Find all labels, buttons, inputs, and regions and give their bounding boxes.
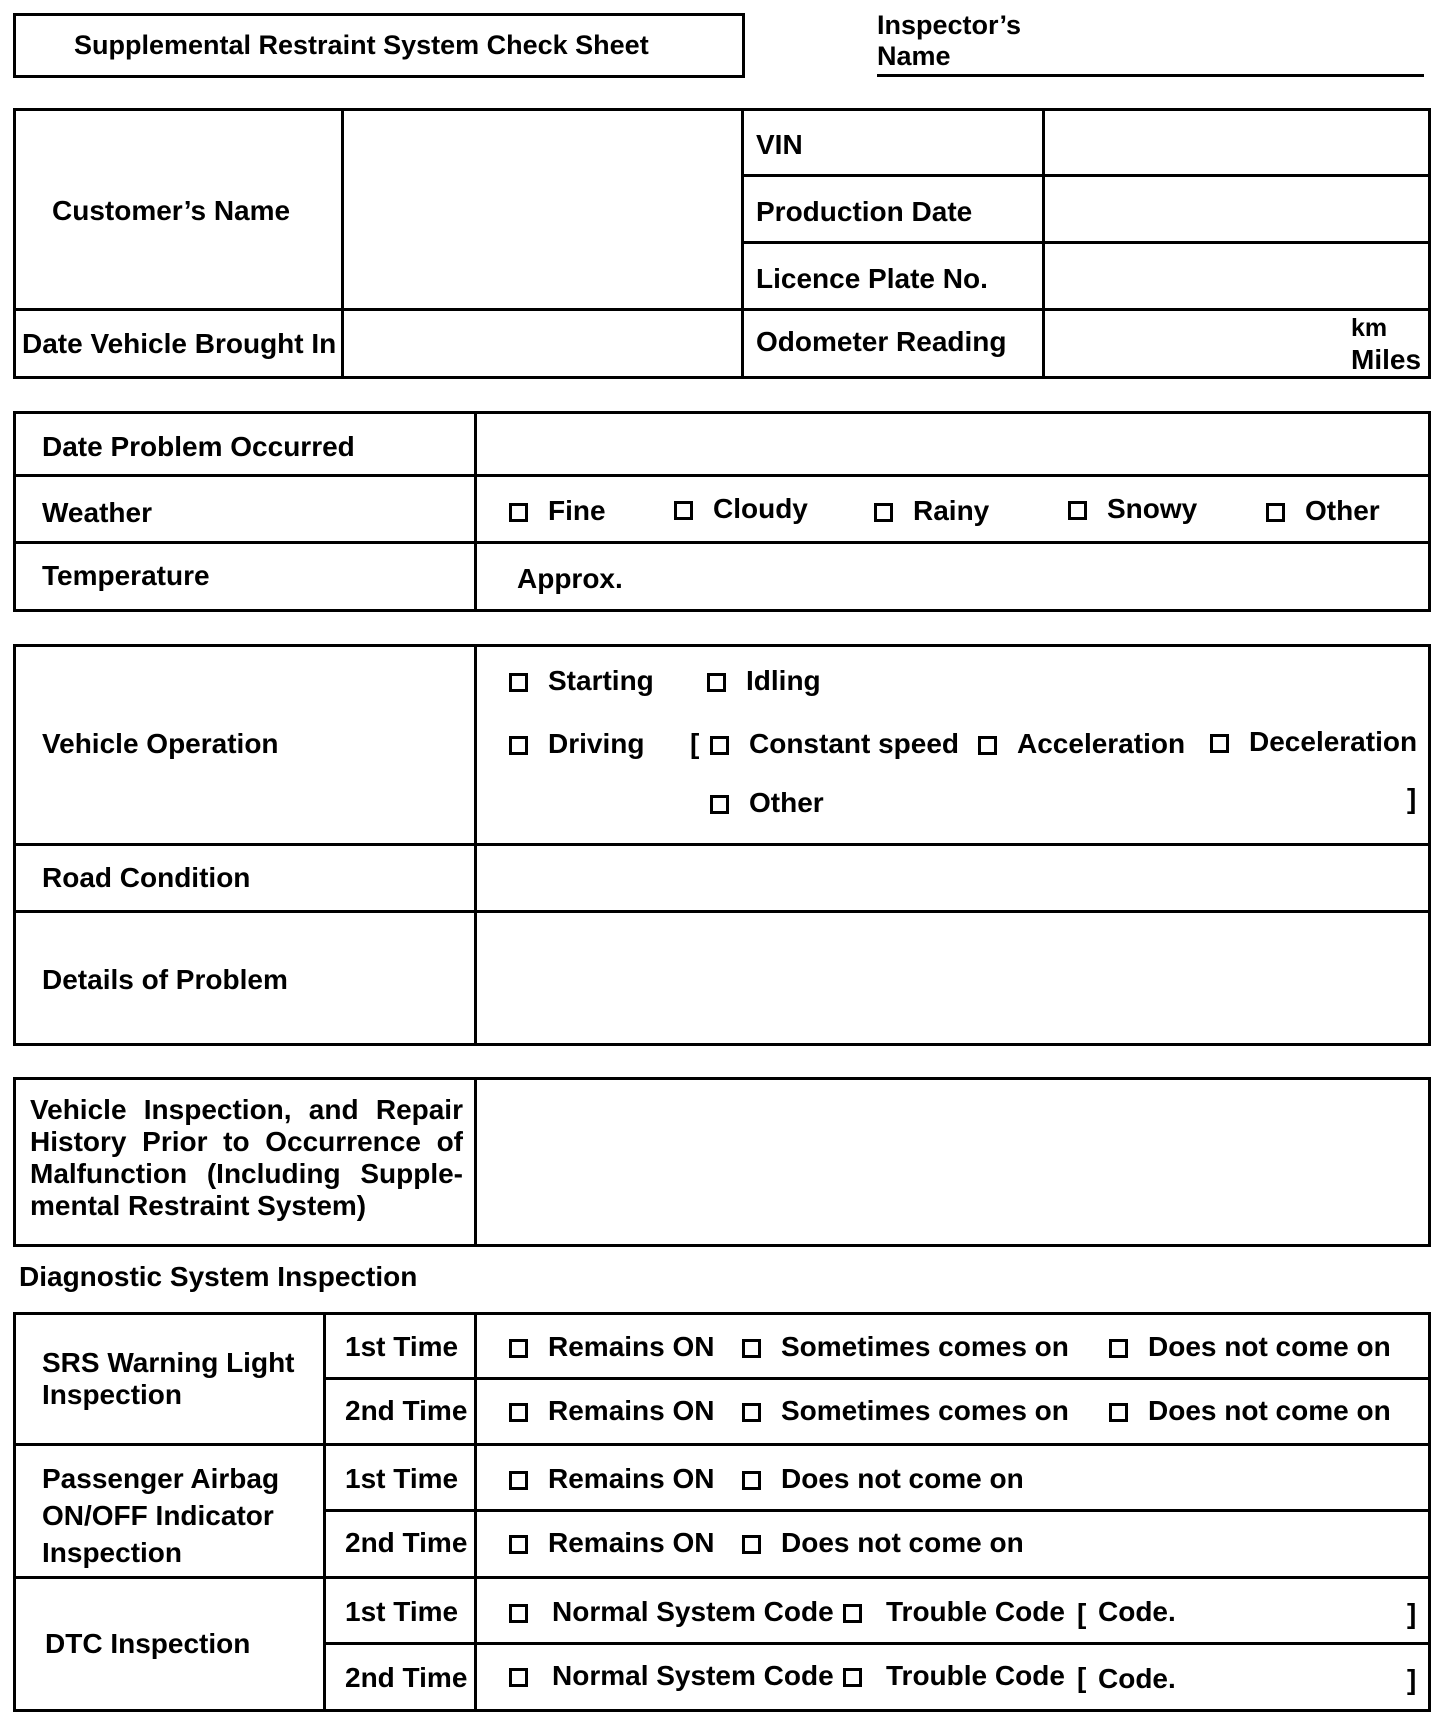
diagnostic-title: Diagnostic System Inspection [19,1261,418,1292]
option-label: Normal System Code [552,1660,834,1691]
srs-2-sometimes[interactable] [742,1397,1069,1425]
inspector-label-line1: Inspector’s [877,10,1022,40]
checkbox[interactable] [874,503,893,522]
option-label: Remains ON [548,1527,715,1558]
option-label: Trouble Code [886,1596,1065,1627]
vehicle-operation-label: Vehicle Operation [42,728,279,759]
temperature-field[interactable] [640,544,1428,609]
dtc-second-time-label: 2nd Time [345,1662,468,1693]
dtc-2-code-field[interactable] [1180,1657,1400,1697]
airbag-second-time-label: 2nd Time [345,1527,468,1558]
date-brought-in-field[interactable] [344,311,741,376]
licence-plate-label: Licence Plate No. [756,263,988,294]
dtc-1-normal-code[interactable] [509,1598,834,1626]
checkbox[interactable] [710,795,729,814]
srs-first-time-label: 1st Time [345,1331,459,1362]
airbag-1-does-not[interactable] [742,1465,1024,1493]
option-label: Rainy [913,495,990,526]
weather-label: Weather [42,497,152,528]
airbag-indicator-label: Passenger Airbag ON/OFF Indicator Inspection [42,1463,280,1568]
srs-second-time-label: 2nd Time [345,1395,468,1426]
temperature-value: Approx. [517,563,623,594]
dtc-1-code-field[interactable] [1180,1592,1400,1632]
weather-option-other[interactable] [1266,497,1380,525]
airbag-first-time-label: 1st Time [345,1463,459,1494]
checkbox[interactable] [509,1403,528,1422]
checkbox[interactable] [509,673,528,692]
dtc-first-time-label: 1st Time [345,1596,459,1627]
operation-option-other[interactable] [710,789,824,817]
road-condition-field[interactable] [477,846,1428,910]
option-label: Other [749,787,824,818]
option-label: Normal System Code [552,1596,834,1627]
operation-option-idling[interactable] [707,667,821,695]
date-problem-field[interactable] [477,414,1428,474]
temperature-label: Temperature [42,560,210,591]
option-label: Does not come on [781,1527,1024,1558]
option-label: Does not come on [1148,1331,1391,1362]
srs-warning-label: SRS Warning Light Inspection [42,1347,295,1410]
unit-miles: Miles [1351,344,1422,375]
option-label: Idling [746,665,821,696]
weather-option-rainy[interactable] [874,497,989,525]
history-label: Vehicle Inspection, and Repair History Prior to Occurrence of Malfunction (Including Supple-mental Restraint System) [30,1094,463,1221]
airbag-1-remains-on[interactable] [509,1465,715,1493]
weather-option-fine[interactable] [509,497,606,525]
production-date-field[interactable] [1045,177,1428,241]
checkbox[interactable] [710,736,729,755]
option-label: Remains ON [548,1331,715,1362]
details-problem-field[interactable] [477,913,1428,1043]
details-problem-label: Details of Problem [42,964,288,995]
production-date-label: Production Date [756,196,973,227]
vin-field[interactable] [1045,111,1428,174]
checkbox[interactable] [707,673,726,692]
road-condition-label: Road Condition [42,862,251,893]
option-label: Remains ON [548,1395,715,1426]
licence-plate-field[interactable] [1045,244,1428,308]
checkbox[interactable] [1266,503,1285,522]
history-field[interactable] [477,1080,1428,1244]
driving-bracket-open: [ [690,728,700,759]
operation-option-acceleration[interactable] [978,730,1185,758]
unit-km: km [1351,314,1388,342]
date-problem-label: Date Problem Occurred [42,431,355,462]
inspector-label-line2: Name [877,41,951,71]
dtc-2-normal-code[interactable] [509,1662,834,1690]
operation-option-starting[interactable] [509,667,654,695]
operation-option-deceleration[interactable] [1210,728,1417,756]
option-label: Fine [548,495,606,526]
checkbox[interactable] [509,1339,528,1358]
dtc-2-code-label: Code. [1098,1663,1176,1694]
vin-label: VIN [756,129,803,160]
dtc-1-trouble-code[interactable] [843,1598,1065,1626]
odometer-field[interactable] [1045,311,1345,376]
srs-2-remains-on[interactable] [509,1397,715,1425]
srs-1-sometimes[interactable] [742,1333,1069,1361]
weather-option-snowy[interactable] [1068,495,1197,523]
dtc-2-trouble-code[interactable] [843,1662,1065,1690]
srs-1-remains-on[interactable] [509,1333,715,1361]
checkbox[interactable] [742,1403,761,1422]
operation-option-constant-speed[interactable] [710,730,959,758]
option-label: Other [1305,495,1380,526]
checkbox[interactable] [742,1471,761,1490]
checkbox[interactable] [978,736,997,755]
option-label: Cloudy [713,493,808,524]
customer-name-field[interactable] [344,111,741,308]
dtc-1-bracket-close: ] [1407,1598,1417,1629]
weather-option-cloudy[interactable] [674,495,808,523]
inspector-name-field[interactable] [877,74,1424,77]
option-label: Does not come on [1148,1395,1391,1426]
checkbox[interactable] [843,1668,862,1687]
dtc-1-code-label: Code. [1098,1596,1176,1627]
checkbox[interactable] [1210,734,1229,753]
odometer-label: Odometer Reading [756,326,1007,357]
srs-1-does-not[interactable] [1109,1333,1391,1361]
checkbox[interactable] [1109,1339,1128,1358]
option-label: Remains ON [548,1463,715,1494]
dtc-1-bracket-open: [ [1077,1598,1087,1629]
checkbox[interactable] [742,1339,761,1358]
driving-bracket-close: ] [1407,783,1417,814]
airbag-2-does-not[interactable] [742,1529,1024,1557]
option-label: Driving [548,728,645,759]
checkbox[interactable] [509,736,528,755]
option-label: Acceleration [1017,728,1186,759]
option-label: Does not come on [781,1463,1024,1494]
checkbox[interactable] [509,1668,528,1687]
operation-option-driving[interactable] [509,730,644,758]
option-label: Trouble Code [886,1660,1065,1691]
option-label: Starting [548,665,654,696]
checkbox[interactable] [509,1535,528,1554]
checkbox[interactable] [742,1535,761,1554]
dtc-2-bracket-open: [ [1077,1662,1087,1693]
option-label: Snowy [1107,493,1198,524]
checkbox[interactable] [1068,501,1087,520]
checkbox[interactable] [509,1471,528,1490]
option-label: Sometimes comes on [781,1331,1069,1362]
dtc-2-bracket-close: ] [1407,1664,1417,1695]
option-label: Constant speed [749,728,960,759]
checkbox[interactable] [509,503,528,522]
checkbox[interactable] [843,1604,862,1623]
dtc-inspection-label: DTC Inspection [45,1628,251,1659]
form-title: Supplemental Restraint System Check Sheet [74,30,649,60]
option-label: Sometimes comes on [781,1395,1069,1426]
option-label: Deceleration [1249,726,1418,757]
checkbox[interactable] [1109,1403,1128,1422]
srs-2-does-not[interactable] [1109,1397,1391,1425]
date-brought-in-label: Date Vehicle Brought In [22,328,337,359]
checkbox[interactable] [509,1604,528,1623]
checkbox[interactable] [674,501,693,520]
customer-name-label: Customer’s Name [52,195,291,226]
airbag-2-remains-on[interactable] [509,1529,715,1557]
